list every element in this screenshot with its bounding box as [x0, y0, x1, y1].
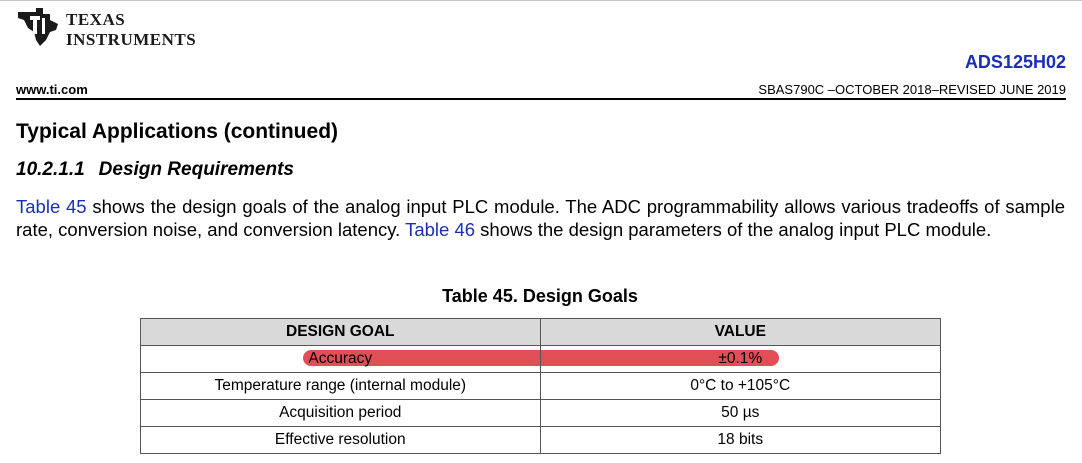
table-row — [141, 400, 941, 427]
cell-text: Accuracy — [308, 350, 373, 367]
cell-text: ±0.1% — [718, 350, 763, 367]
body-paragraph — [16, 196, 1065, 241]
column-header-value: VALUE — [540, 319, 940, 346]
subsection-number: 10.2.1.1 — [16, 159, 85, 180]
table-cell-goal — [141, 346, 541, 373]
table-cell-value: 50 µs — [540, 400, 940, 427]
table-row — [141, 427, 941, 454]
table-cell-goal: Effective resolution — [141, 427, 541, 454]
site-url[interactable]: www.ti.com — [16, 82, 88, 97]
table-cell-goal: Acquisition period — [141, 400, 541, 427]
ti-logo-icon — [16, 6, 62, 50]
logo-line-2: INSTRUMENTS — [66, 30, 197, 49]
section-title: Typical Applications (continued) — [16, 120, 339, 143]
table-46-link[interactable]: Table 46 — [405, 218, 476, 240]
table-cell-value: 0°C to +105°C — [540, 373, 940, 400]
subsection-title: Design Requirements — [98, 159, 294, 180]
table-cell-goal: Temperature range (internal module) — [141, 373, 541, 400]
logo-line-1: TEXAS — [66, 10, 126, 29]
table-row — [141, 373, 941, 400]
table-header-row — [141, 319, 941, 346]
table-cell-value: 18 bits — [540, 427, 940, 454]
document-id: SBAS790C –OCTOBER 2018–REVISED JUNE 2019 — [758, 82, 1066, 97]
ti-logo — [16, 6, 196, 50]
table-cell-value — [540, 346, 940, 373]
table-caption: Table 45. Design Goals — [442, 286, 638, 306]
part-number-link[interactable]: ADS125H02 — [964, 52, 1066, 72]
top-border — [0, 0, 1082, 1]
table-row — [141, 346, 941, 373]
table-45-link[interactable]: Table 45 — [16, 196, 87, 217]
subsection-heading — [16, 159, 294, 181]
column-header-design-goal: DESIGN GOAL — [141, 319, 541, 346]
paragraph-text-1: shows the design goals of the analog input PLC module. The ADC programmability allows various tradeoffs of sample rate, conversion noise, and conversion latency. — [16, 196, 1065, 240]
header-divider — [16, 98, 1066, 100]
design-goals-table — [140, 318, 941, 454]
paragraph-text-2: shows the design parameters of the analog input PLC module. — [475, 218, 992, 240]
